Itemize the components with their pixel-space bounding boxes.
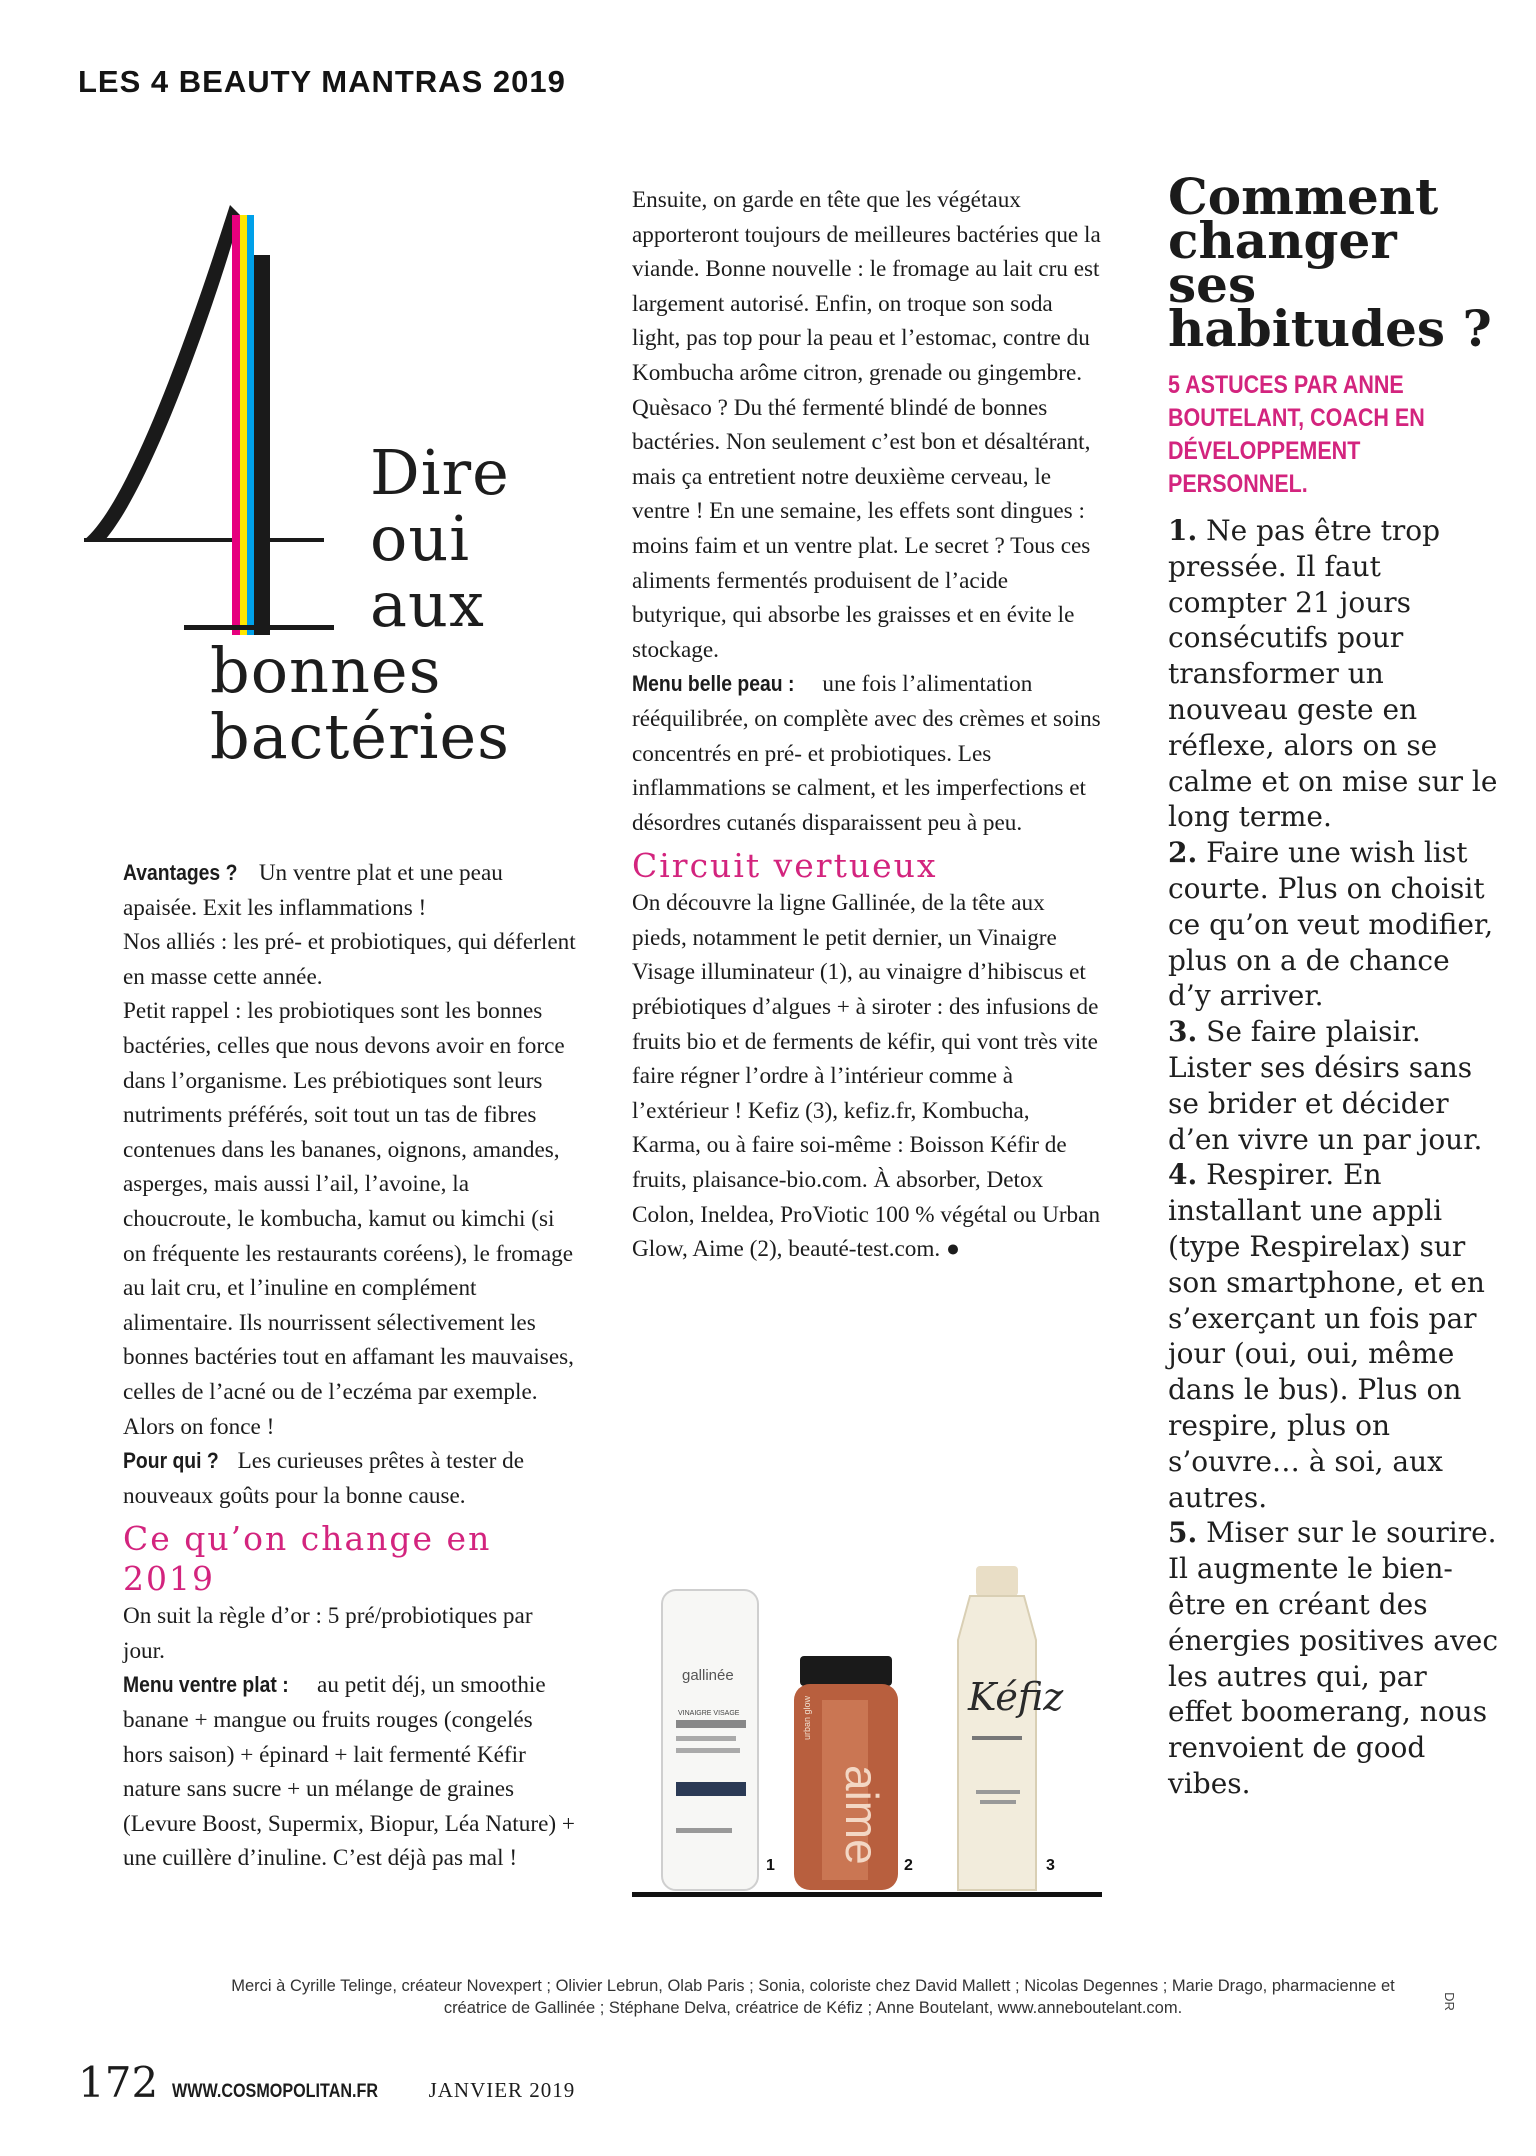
credits-note: Merci à Cyrille Telinge, créateur Novexpert ; Olivier Lebrun, Olab Paris ; Sonia, coloriste chez David Mallett ; Nicolas Degennes ; Marie Drago, pharmacienne et créatrice de Gallinée ; Stéphane Delva, créatrice de Kéfiz ; Anne Boutelant, www.anneboutelant.com.	[231, 1977, 1395, 2017]
text-avantages: Un ventre plat et une peau apaisée. Exit les inflammations !	[123, 860, 503, 921]
text-pour-qui: Les curieuses prêtes à tester de nouveaux goûts pour la bonne cause.	[123, 1448, 525, 1509]
lead-menu-belle-peau: Menu belle peau :	[632, 671, 795, 697]
product-aime-jar	[794, 1656, 898, 1890]
tips-list	[1168, 513, 1498, 1802]
article-column-1	[123, 856, 576, 1876]
section-kicker: LES 4 BEAUTY MANTRAS 2019	[78, 64, 566, 99]
paragraph-allies: Nos alliés : les pré- et probiotiques, qui déferlent en masse cette année.	[123, 929, 576, 990]
product-1-small: VINAIGRE VISAGE	[678, 1710, 740, 1717]
tip-item	[1168, 1014, 1498, 1157]
paragraph-rappel: Petit rappel : les probiotiques sont les bonnes bactéries, celles que nous devons avoir en force dans l’organisme. Les prébiotiques sont leurs nutriments préférés, soit tout un tas de fibres contenues dans les bananes, oignons, amandes, asperges, mais aussi l’ail, l’avoine, la choucroute, le kombucha, kamut ou kimchi (si on fréquente les restaurants coréens), le fromage au lait cru, et l’inuline en complément alimentaire. Ils nourrissent sélectivement les bonnes bactéries tout en affamant les mauvaises, celles de l’acné ou de l’eczéma par exemple. Alors on fonce !	[123, 998, 574, 1440]
product-2-small: urban glow	[802, 1695, 812, 1740]
paragraph-avantages	[123, 856, 576, 925]
headline-line-5: bactéries	[210, 700, 510, 773]
footer-issue-date: JANVIER 2019	[428, 2078, 576, 2102]
paragraph-menu-belle-peau	[632, 667, 1104, 840]
sidebar-title: Comment changer ses habitudes ?	[1168, 167, 1492, 358]
tip-number: 2.	[1168, 836, 1198, 870]
text-menu-belle-peau: une fois l’alimentation rééquilibrée, on complète avec des crèmes et soins concentrés en pré- et probiotiques. Les inflammations se calment, et les imperfections et désordres cutanés disparaissent peu à peu.	[632, 671, 1101, 836]
product-label-3: 3	[1046, 1857, 1055, 1874]
product-kefiz-bottle	[958, 1566, 1064, 1890]
paragraph-menu-ventre-plat	[123, 1668, 576, 1876]
tip-item	[1168, 835, 1498, 1014]
headline-line-4: bonnes	[210, 634, 442, 707]
product-photo	[632, 1560, 1102, 1908]
lead-menu-ventre-plat: Menu ventre plat :	[123, 1672, 289, 1698]
headline-line-1: Dire	[370, 436, 510, 509]
paragraph-gallinee: On découvre la ligne Gallinée, de la tête aux pieds, notamment le petit dernier, un Vinaigre Visage illuminateur (1), au vinaigre d’hibiscus et prébiotiques d’algues + à siroter : des infusions de fruits bio et de ferments de kéfir, qui vont très vite faire régner l’ordre à l’intérieur comme à l’extérieur ! Kefiz (3), kefiz.fr, Kombucha, Karma, ou à faire soi-même : Boisson Kéfir de fruits, plaisance-bio.com. À absorber, Detox Colon, Ineldea, ProViotic 100 % végétal ou Urban Glow, Aime (2), beauté-test.com. ●	[632, 890, 1101, 1263]
paragraph-pour-qui	[123, 1444, 576, 1513]
tip-item	[1168, 1515, 1498, 1801]
product-photo-graphic	[632, 1560, 1102, 1908]
paragraph-vegetaux: Ensuite, on garde en tête que les végétaux apporteront toujours de meilleures bactéries que la viande. Bonne nouvelle : le fromage au lait cru est largement autorisé. Enfin, on troque son soda light, pas top pour la peau et l’estomac, contre du Kombucha arôme citron, grenade ou gingembre. Quèsaco ? Du thé fermenté blindé de bonnes bactéries. Non seulement c’est bon et désaltérant, mais ça entretient notre deuxième cerveau, le ventre ! En une semaine, les effets sont dingues : moins faim et un ventre plat. Le secret ? Tous ces aliments fermentés produisent de l’acide butyrique, qui absorbe les graisses et en évite le stockage.	[632, 187, 1101, 663]
article-column-2	[632, 183, 1104, 1267]
photo-credit-dr: DR	[1441, 1992, 1457, 2011]
sidebar-habitudes	[1168, 167, 1499, 1802]
lead-pour-qui: Pour qui ?	[123, 1448, 219, 1474]
product-3-brand: Kéfiz	[968, 1675, 1064, 1719]
tip-text: Miser sur le sourire. Il augmente le bien-être en créant des énergies positives avec les autres qui, par effet boomerang, nous renvoient de good vibes.	[1168, 1516, 1499, 1800]
article-headline	[210, 436, 540, 773]
section-title-change-2019: Ce qu’on change en 2019	[123, 1519, 492, 1599]
tip-text: Respirer. En installant une appli (type Respirelax) sur son smartphone, et en s’exerçant un fois par jour (oui, oui, même dans le bus). Plus on respire, plus on s’ouvre… à soi, aux autres.	[1168, 1158, 1485, 1514]
product-gallinee-bottle	[662, 1590, 758, 1890]
product-label-1: 1	[766, 1857, 775, 1874]
page-footer	[78, 2058, 575, 2107]
text-menu-ventre-plat: au petit déj, un smoothie banane + mangue ou fruits rouges (congelés hors saison) + épinard + lait fermenté Kéfir nature sans sucre + un mélange de graines (Levure Boost, Supermix, Biopur, Léa Nature) + une cuillère d’inuline. C’est déjà pas mal !	[123, 1672, 575, 1872]
tip-text: Se faire plaisir. Lister ses désirs sans se brider et décider d’en vivre un par jour.	[1168, 1015, 1483, 1156]
tip-number: 1.	[1168, 514, 1198, 547]
headline-line-2: oui	[370, 502, 471, 575]
footer-website: WWW.COSMOPOLITAN.FR	[172, 2081, 379, 2102]
tip-item	[1168, 1157, 1498, 1515]
tip-text: Ne pas être trop pressée. Il faut compter 21 jours consécutifs pour transformer un nouveau geste en réflexe, alors on se calme et on mise sur le long terme.	[1168, 514, 1498, 834]
section-title-circuit-vertueux: Circuit vertueux	[632, 846, 938, 886]
product-2-brand: aime	[836, 1765, 888, 1865]
tip-text: Faire une wish list courte. Plus on choisit ce qu’on veut modifier, plus on a de chance d’y arriver.	[1168, 836, 1494, 1013]
product-1-brand: gallinée	[682, 1667, 734, 1684]
tip-number: 3.	[1168, 1015, 1198, 1049]
tip-item	[1168, 513, 1498, 835]
lead-avantages: Avantages ?	[123, 860, 238, 885]
page-number: 172	[78, 2058, 159, 2107]
tip-number: 5.	[1168, 1516, 1198, 1550]
headline-line-3: aux	[370, 568, 485, 641]
product-label-2: 2	[904, 1857, 913, 1874]
paragraph-regle-or: On suit la règle d’or : 5 pré/probiotiques par jour.	[123, 1603, 533, 1664]
sidebar-subtitle: 5 ASTUCES PAR ANNE BOUTELANT, COACH EN DÉVELOPPEMENT PERSONNEL.	[1168, 371, 1425, 498]
tip-number: 4.	[1168, 1158, 1198, 1192]
